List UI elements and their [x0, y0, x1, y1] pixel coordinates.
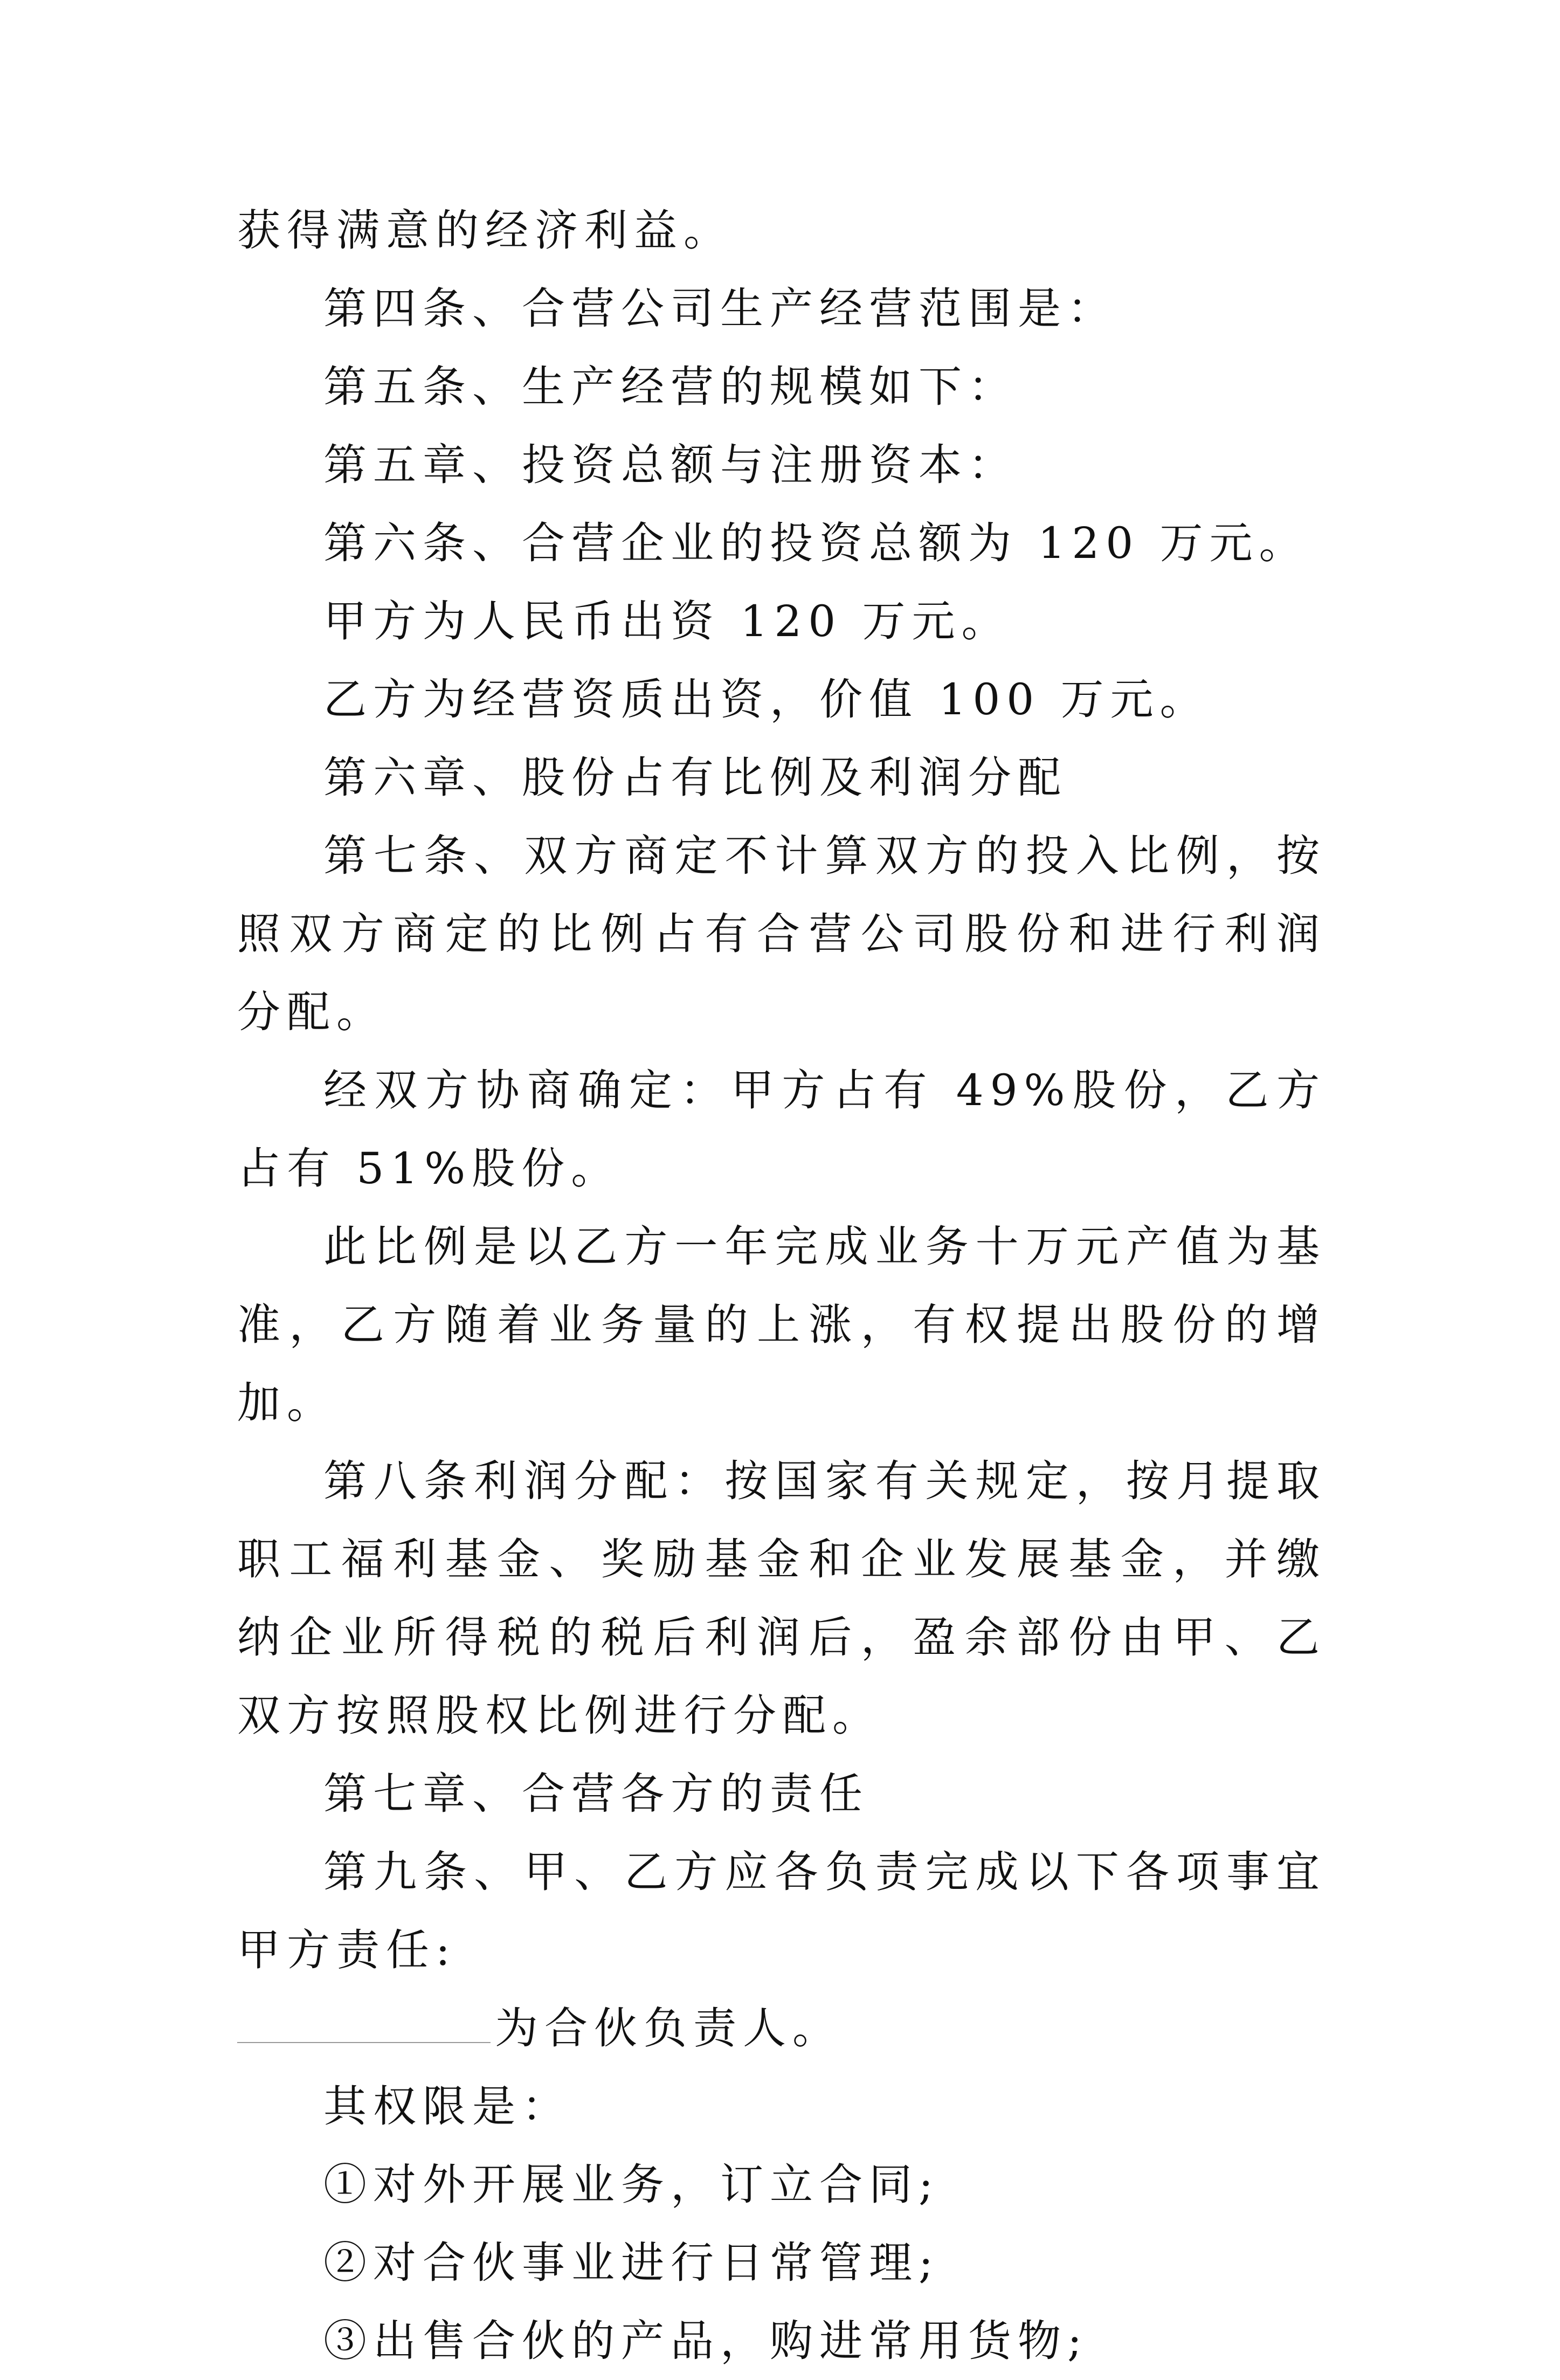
paragraph: 第六条、合营企业的投资总额为 120 万元。 [323, 518, 1309, 568]
chapter-heading: 第六章、股份占有比例及利润分配 [323, 753, 1067, 803]
blank-line-text: 为合伙负责人。 [495, 2003, 842, 2053]
paragraph: 获得满意的经济利益。 [237, 205, 733, 256]
paragraph: 第八条利润分配：按国家有关规定，按月提取职工福利基金、奖励基金和企业发展基金，并缴纳企业所得税的税后利润后，盈余部份由甲、乙双方按照股权比例进行分配。 [237, 1456, 1326, 1741]
paragraph: 第九条、甲、乙方应各负责完成以下各项事宜甲方责任: [237, 1847, 1326, 1975]
paragraph: 第四条、合营公司生产经营范围是： [323, 284, 1117, 334]
paragraph: 甲方为人民币出资 120 万元。 [323, 596, 1011, 646]
paragraph: 第七条、双方商定不计算双方的投入比例，按照双方商定的比例占有合营公司股份和进行利润分配。 [237, 831, 1326, 1037]
authority-heading: 其权限是： [323, 2081, 571, 2131]
paragraph: 此比例是以乙方一年完成业务十万元产值为基准，乙方随着业务量的上涨，有权提出股份的增加。 [237, 1222, 1326, 1428]
list-item: ③出售合伙的产品，购进常用货物; [323, 2316, 1088, 2366]
chapter-heading: 第五章、投资总额与注册资本： [323, 440, 1018, 490]
list-item: ①对外开展业务，订立合同; [323, 2160, 940, 2210]
fill-in-blank [237, 2004, 491, 2043]
paragraph: 经双方协商确定：甲方占有 49%股份，乙方占有 51%股份。 [237, 1065, 1326, 1194]
paragraph: 第五条、生产经营的规模如下： [323, 362, 1018, 412]
document-body [237, 191, 1326, 2380]
list-item: ②对合伙事业进行日常管理; [323, 2238, 940, 2288]
chapter-heading: 第七章、合营各方的责任 [323, 1769, 869, 1819]
blank-line-paragraph [237, 1989, 1326, 2067]
paragraph: 乙方为经营资质出资，价值 100 万元。 [323, 674, 1210, 725]
